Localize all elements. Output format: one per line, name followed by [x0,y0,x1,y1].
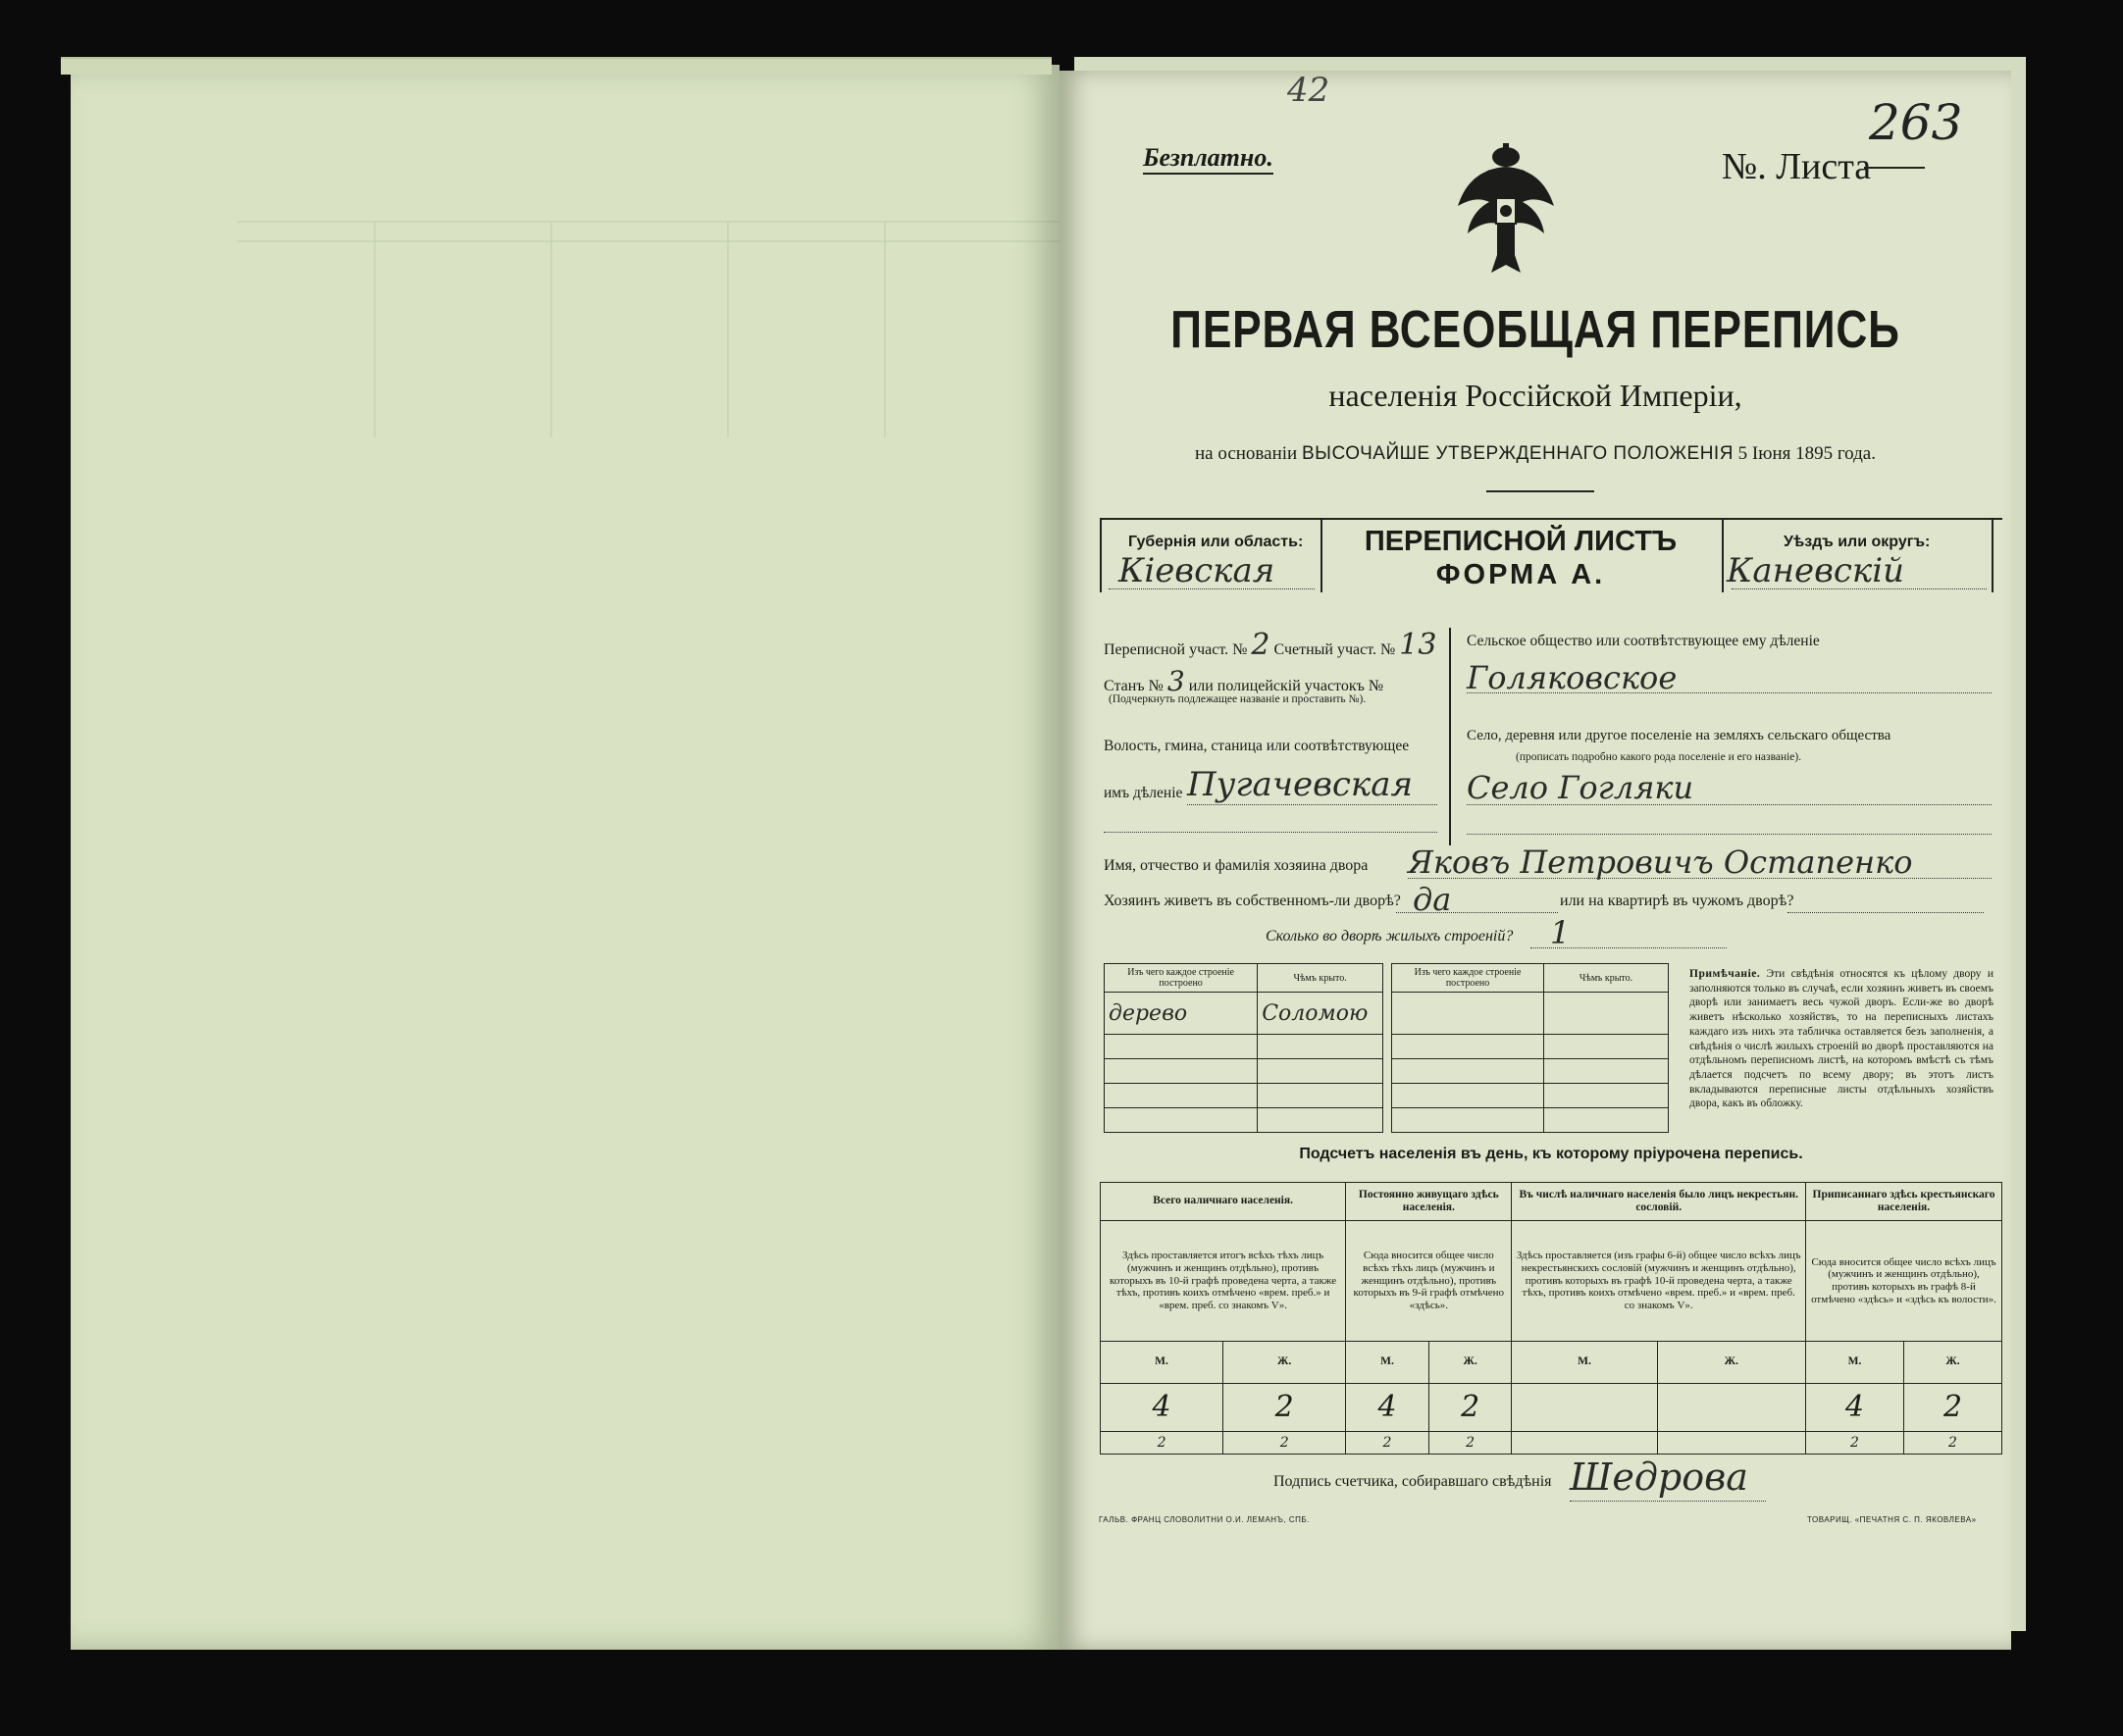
rent-label: или на квартирѣ въ чужомъ дворѣ? [1560,893,1794,909]
population-count-table [1100,1182,2002,1455]
buildings-note [1689,967,1994,1111]
census-district-field: Переписной участ. № 2 Счетный участ. № 13 [1104,628,1437,662]
village-line [1467,804,1992,805]
volost-value: Пугачевская [1187,765,1414,804]
male-label: М. [1512,1342,1657,1384]
table-cell [1544,1035,1669,1059]
col-roof: Чѣмъ крыто. [1544,964,1669,993]
male-label: М. [1346,1342,1429,1384]
count-value: 4 [1101,1384,1223,1432]
note-heading: Примѣчаніе. [1689,968,1761,980]
uezd-label: Уѣздъ или округъ: [1784,534,1931,550]
count-title: Подсчетъ населенія въ день, къ которому пріурочена перепись. [1299,1146,1803,1162]
basis-caps: ВЫСОЧАЙШЕ УТВЕРЖДЕННАГО ПОЛОЖЕНІЯ [1301,443,1734,464]
volost-line-2 [1104,832,1437,833]
volost-label-2: имъ дѣленіе [1104,785,1183,801]
divider [1100,518,1102,592]
sheet-number-handwritten: 263 [1869,94,1963,151]
table-cell [1392,1108,1544,1133]
female-label: Ж. [1657,1342,1806,1384]
society-value: Голяковское [1467,659,1678,696]
count-check: 2 [1903,1432,2001,1455]
count-value: 2 [1223,1384,1346,1432]
signature-label: Подпись счетчика, собиравшаго свѣдѣнія [1273,1473,1552,1490]
form-subtitle: населенія Россійской Имперіи, [1328,378,1742,413]
gubernia-value: Кіевская [1118,551,1275,590]
divider [1722,518,1724,592]
society-line [1467,692,1992,693]
male-label: М. [1806,1342,1904,1384]
village-note: (прописать подробно какого рода поселеніе и его названіе). [1516,751,1802,763]
census-district-value: 2 [1251,628,1270,662]
bleed-through-ghost [179,163,1101,457]
uezd-value: Каневскій [1727,551,1905,590]
page-stack-edge [61,57,1052,75]
table-cell [1392,1059,1544,1084]
female-label: Ж. [1428,1342,1512,1384]
row1-material: дерево [1105,993,1258,1035]
count-header-total: Всего наличнаго населенія. [1101,1183,1346,1221]
female-label: Ж. [1223,1342,1346,1384]
table-cell [1258,1035,1383,1059]
note-text: Эти свѣдѣнія относятся къ цѣлому двору и заполняются только въ случаѣ, если хозяинъ живетъ въ своемъ дворѣ или занимаетъ весь чужой дворъ. Если-же во дворѣ живетъ нѣсколько хозяйствъ, то на переписныхъ листахъ каждаго изъ нихъ эта табличка оставляется безъ заполненія, а свѣдѣнія о числѣ жилыхъ строеній во дворѣ проставляются на отдѣльномъ переписномъ листѣ, на которомъ вмѣстѣ съ тѣмъ дѣлается подсчетъ по всему двору; въ этотъ листъ вкладываются переписные листы отдѣльныхъ хозяйствъ двора, какъ въ обложку. [1689,968,1994,1110]
archival-number: 42 [1287,71,1330,110]
table-cell [1105,1035,1258,1059]
owner-line [1408,878,1992,879]
count-desc-permanent: Сюда вносится общее число всѣхъ тѣхъ лицъ (мужчинъ и женщинъ отдѣльно), противъ которыхъ въ 9-й графѣ отмѣчено «здѣсь». [1346,1221,1512,1342]
uezd-line [1732,588,1987,589]
count-check [1657,1432,1806,1455]
table-cell [1392,1035,1544,1059]
form-basis-line [1079,443,1992,465]
count-desc-nonpeasant: Здѣсь проставляется (изъ графы 6-й) общее число всѣхъ лицъ некрестьянскихъ сословій (мужчинъ и женщинъ отдѣльно), противъ которыхъ въ графѣ 10-й проведена черта, а также тѣхъ, противъ коихъ отмѣчено «врем. преб.» и «врем. преб. со знакомъ V». [1512,1221,1806,1342]
owner-value: Яковъ Петровичъ Остапенко [1408,843,1913,881]
village-label: Село, деревня или другое поселеніе на земляхъ сельскаго общества [1467,728,1891,743]
table-cell [1105,1059,1258,1084]
count-value: 4 [1806,1384,1904,1432]
buildings-line [1530,947,1727,948]
stan-field: Станъ № 3 или полицейскій участокъ № [1104,665,1384,697]
table-cell [1105,1108,1258,1133]
free-label: Безплатно. [1143,143,1273,175]
divider [1320,518,1322,592]
volost-line [1187,804,1437,805]
count-district-value: 13 [1399,628,1437,662]
count-check: 2 [1223,1432,1346,1455]
count-value [1512,1384,1657,1432]
count-check: 2 [1806,1432,1904,1455]
volost-label-1: Волость, гмина, станица или соотвѣтствующее [1104,738,1410,754]
basis-date: 5 Іюня 1895 года. [1737,443,1876,464]
table-cell [1392,1084,1544,1108]
divider [1992,518,1994,592]
buildings-table-right [1391,963,1669,1133]
signature-value: Шедрова [1570,1455,1748,1499]
buildings-value: 1 [1550,914,1571,951]
rent-line [1787,912,1984,913]
col-roof: Чѣмъ крыто. [1258,964,1383,993]
gubernia-line [1109,588,1315,589]
col-material: Изъ чего каждое строеніе построено [1392,964,1544,993]
underline-note: (Подчеркнуть подлежащее названіе и проставить №). [1109,693,1367,705]
fields-divider [1449,628,1451,845]
count-check: 2 [1428,1432,1512,1455]
table-cell [1258,1108,1383,1133]
own-house-line [1396,912,1558,913]
form-main-title: ПЕРВАЯ ВСЕОБЩАЯ ПЕРЕПИСЬ [1170,300,1900,359]
own-house-label: Хозяинъ живетъ въ собственномъ-ли дворѣ? [1104,893,1401,909]
village-line-2 [1467,834,1992,835]
gubernia-label: Губернія или область: [1128,534,1304,550]
count-header-permanent: Постоянно живущаго здѣсь населенія. [1346,1183,1512,1221]
count-header-peasant: Приписаннаго здѣсь крестьянскаго населенія. [1806,1183,2002,1221]
table-cell [1258,1059,1383,1084]
male-label: М. [1101,1342,1223,1384]
village-value: Село Гогляки [1467,769,1694,806]
table-cell [1105,1084,1258,1108]
sheet-number-line [1864,167,1925,169]
count-value: 2 [1428,1384,1512,1432]
title-ornament-rule [1486,490,1594,492]
sheet-number-label: №. Листа [1722,146,1872,187]
signature-line [1570,1501,1766,1502]
table-cell [1544,1108,1669,1133]
basis-prefix: на основаніи [1195,443,1298,464]
left-page [71,65,1060,1650]
count-desc-total: Здѣсь проставляется итогъ всѣхъ тѣхъ лицъ (мужчинъ и женщинъ отдѣльно), противъ которыхъ въ 10-й графѣ проведена черта, а также тѣхъ, противъ коихъ отмѣчено «врем. преб.» и «врем. преб. со знакомъ V». [1101,1221,1346,1342]
count-value: 2 [1903,1384,2001,1432]
count-check [1512,1432,1657,1455]
count-check: 2 [1346,1432,1429,1455]
owner-label: Имя, отчество и фамилія хозяина двора [1104,857,1369,874]
table-cell [1258,1084,1383,1108]
table-cell [1544,1084,1669,1108]
society-label: Сельское общество или соотвѣтствующее ему дѣленіе [1467,633,1820,649]
own-house-value: да [1413,881,1452,918]
printer-mark-left: ГАЛЬВ. ФРАНЦ СЛОВОЛИТНИ О.И. ЛЕМАНЪ, СПБ. [1099,1515,1310,1524]
row1-roof: Соломою [1258,993,1383,1035]
printer-mark-right: ТОВАРИЩ. «ПЕЧАТНЯ С. П. ЯКОВЛЕВА» [1807,1515,1977,1524]
count-value: 4 [1346,1384,1429,1432]
count-check: 2 [1101,1432,1223,1455]
buildings-table-left [1104,963,1383,1133]
imperial-eagle-icon [1452,137,1560,284]
count-value [1657,1384,1806,1432]
col-material: Изъ чего каждое строеніе построено [1105,964,1258,993]
table-cell [1392,993,1544,1035]
form-name: ФОРМА А. [1435,559,1606,590]
form-title: ПЕРЕПИСНОЙ ЛИСТЪ [1364,526,1678,557]
female-label: Ж. [1903,1342,2001,1384]
count-header-nonpeasant: Въ числѣ наличнаго населенія было лицъ некрестьян. сословій. [1512,1183,1806,1221]
table-cell [1544,1059,1669,1084]
buildings-label: Сколько во дворѣ жилыхъ строеній? [1266,928,1514,945]
table-cell [1544,993,1669,1035]
stan-value: 3 [1166,665,1185,697]
count-desc-peasant: Сюда вносится общее число всѣхъ лицъ (мужчинъ и женщинъ отдѣльно), противъ которыхъ въ графѣ 8-й отмѣчено «здѣсь» и «здѣсь къ волости». [1806,1221,2002,1342]
